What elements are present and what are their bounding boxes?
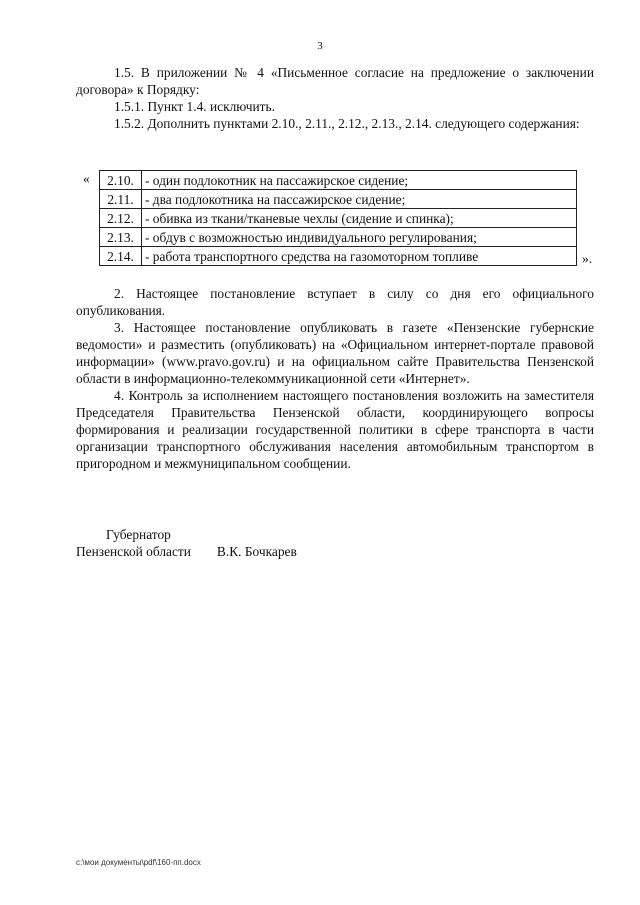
table-row-number: 2.13. — [100, 228, 142, 247]
items-table-block — [76, 170, 602, 268]
items-table — [99, 170, 577, 266]
table-row — [100, 209, 577, 228]
footer-file-path: c:\мои документы\pdf\160-пп.docx — [76, 858, 201, 867]
table-row — [100, 247, 577, 266]
section-1-5-1: 1.5.1. Пункт 1.4. исключить. — [114, 99, 275, 114]
quote-open: « — [83, 171, 90, 186]
quote-close: ». — [582, 251, 593, 266]
section-1-5-2: 1.5.2. Дополнить пунктами 2.10., 2.11., 2.12., 2.13., 2.14. следующего содержания: — [114, 116, 580, 131]
table-row — [100, 171, 577, 190]
table-row-number: 2.14. — [100, 247, 142, 266]
table-row-text: - обивка из ткани/тканевые чехлы (сидение и спинка); — [142, 209, 577, 228]
table-row-text: - обдув с возможностью индивидуального регулирования; — [142, 228, 577, 247]
signature-title: Губернатор — [106, 527, 171, 542]
paragraph-3: 3. Настоящее постановление опубликовать в газете «Пензенские губернские ведомости» и разместить (опубликовать) на «Официальном интернет-портале правовой информации» (www.pravo.gov.ru) и на официальном сайте Правительства Пензенской области в информационно-телекоммуникационной сети «Интернет». — [76, 320, 594, 386]
table-row-number: 2.10. — [100, 171, 142, 190]
signature-region: Пензенской области — [76, 544, 191, 559]
table-row-text: - работа транспортного средства на газомоторном топливе — [142, 247, 577, 266]
paragraph-2: 2. Настоящее постановление вступает в силу со дня его официального опубликования. — [76, 286, 594, 318]
table-row — [100, 190, 577, 209]
table-row-text: - два подлокотника на пассажирское сидение; — [142, 190, 577, 209]
resolution-paragraphs — [76, 285, 594, 472]
signature-block — [76, 526, 297, 560]
table-row-number: 2.11. — [100, 190, 142, 209]
page-number: 3 — [317, 40, 323, 52]
paragraph-4: 4. Контроль за исполнением настоящего постановления возложить на заместителя Председателя Правительства Пензенской области, координирующего вопросы формирования и реализации государственной политики в сфере транспорта в части организации транспортного обслуживания населения автомобильным транспортом в пригородном и межмуниципальном сообщении. — [76, 388, 594, 471]
section-1-5: 1.5. В приложении № 4 «Письменное согласие на предложение о заключении договора» к Порядку: — [76, 65, 594, 97]
table-row-text: - один подлокотник на пассажирское сидение; — [142, 171, 577, 190]
signature-name: В.К. Бочкарев — [216, 544, 297, 559]
amendment-block — [76, 64, 594, 132]
table-row-number: 2.12. — [100, 209, 142, 228]
table-row — [100, 228, 577, 247]
